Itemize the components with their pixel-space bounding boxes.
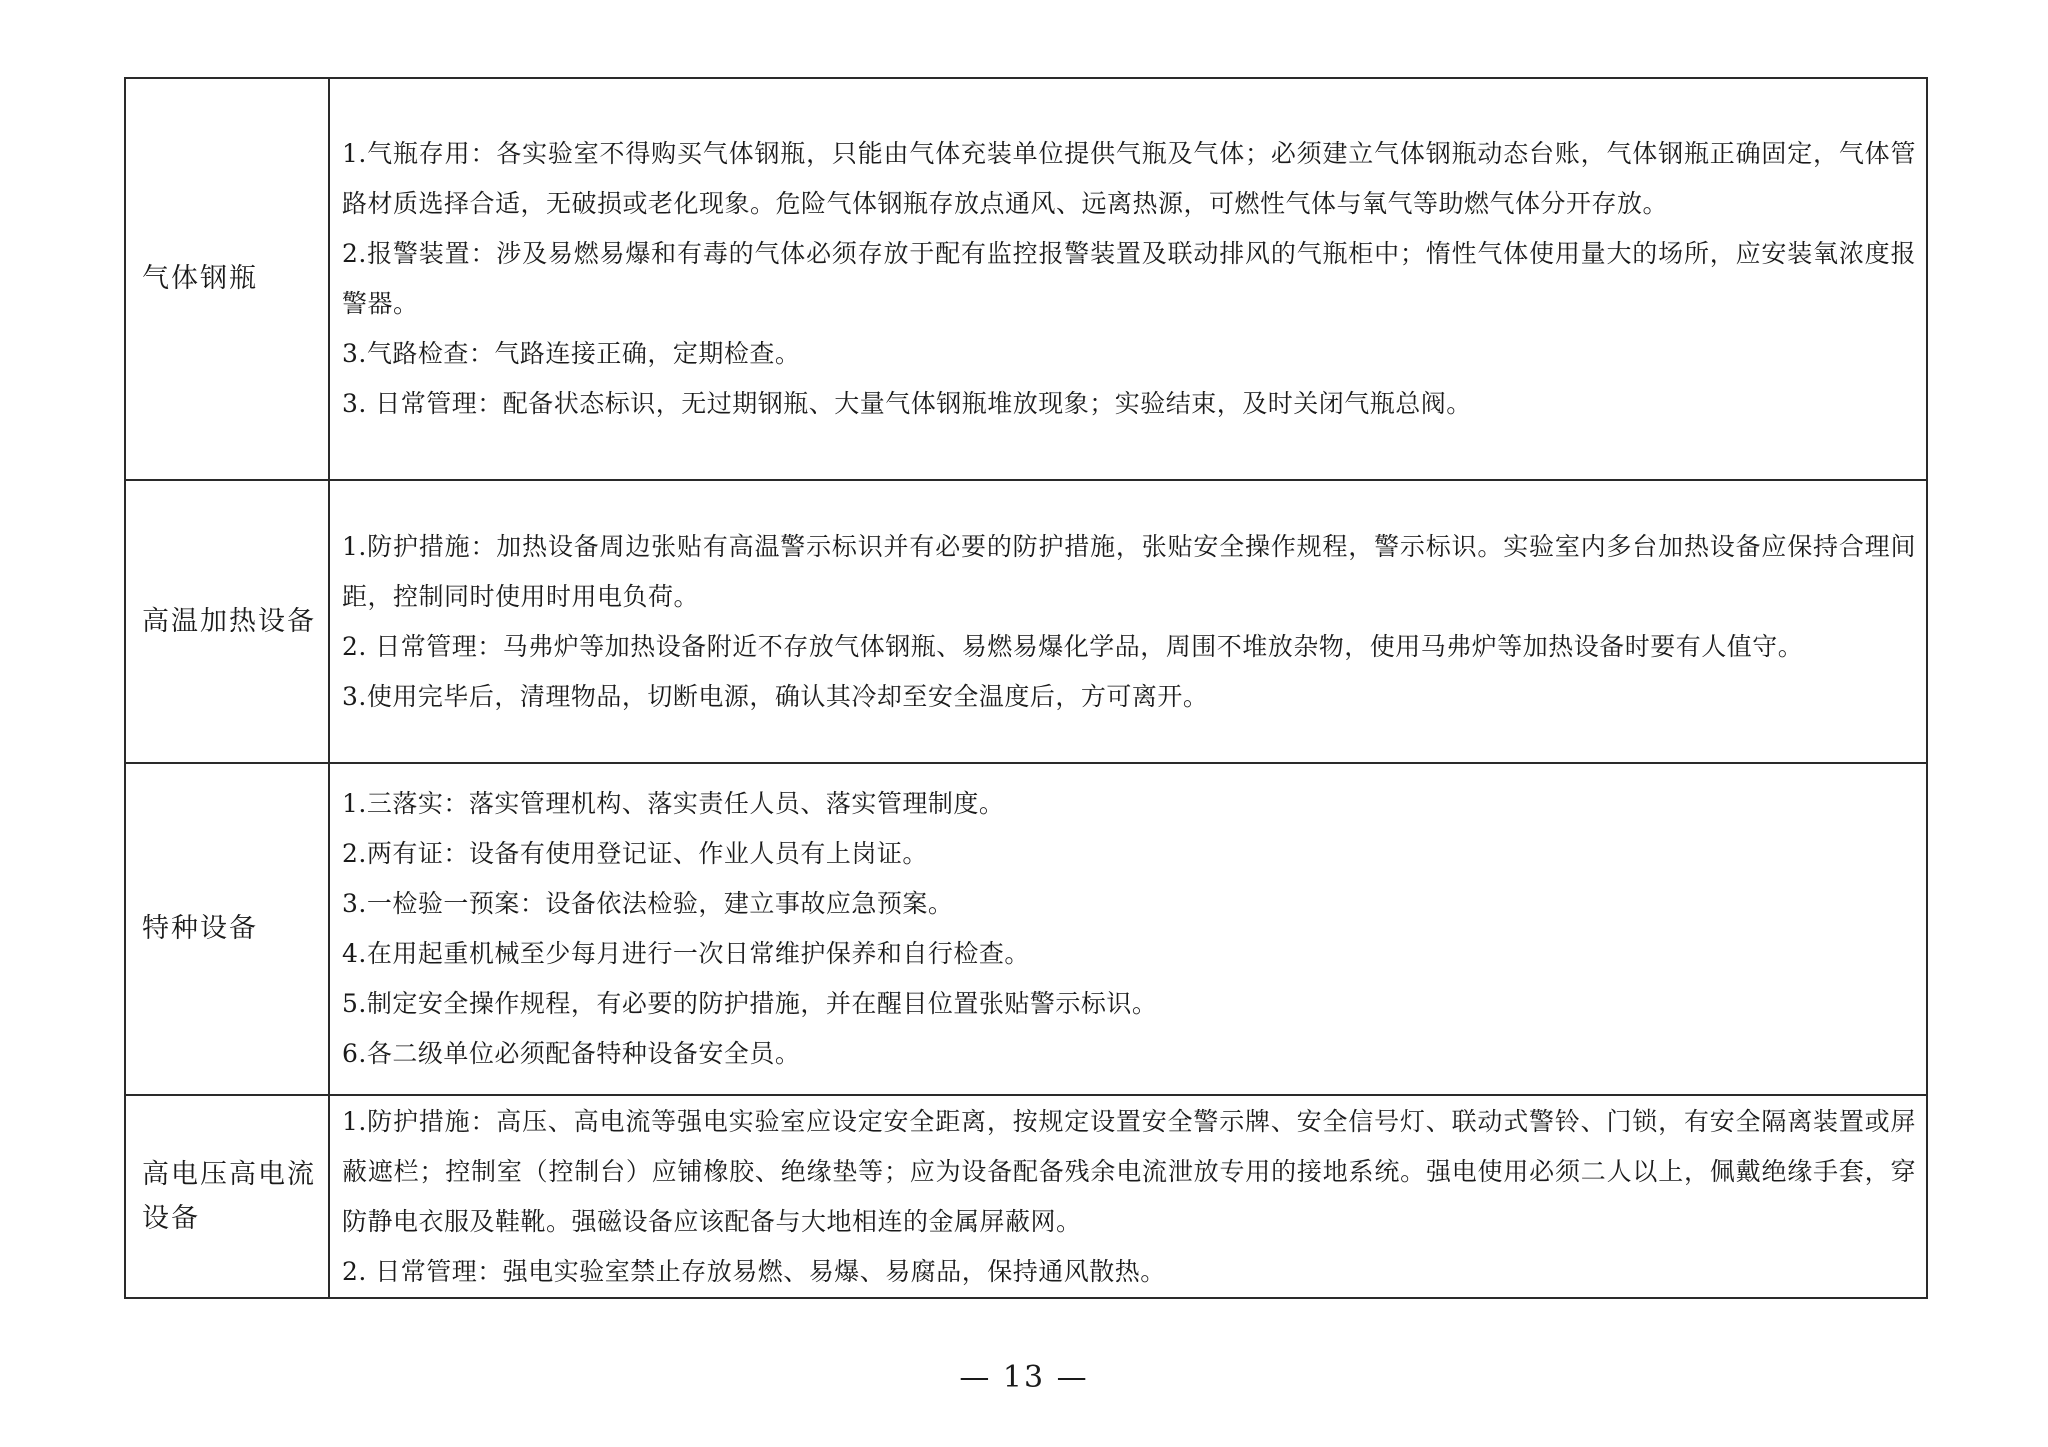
requirement-item: 1.三落实：落实管理机构、落实责任人员、落实管理制度。	[342, 789, 1005, 818]
requirements-cell	[330, 764, 1926, 1094]
category-cell: 高电压高电流设备	[126, 1096, 330, 1297]
requirement-item: 3.气路检查：气路连接正确，定期检查。	[342, 339, 801, 368]
category-cell: 气体钢瓶	[126, 79, 330, 479]
page-number: — 13 —	[959, 1360, 1089, 1395]
requirement-item: 1.防护措施：加热设备周边张贴有高温警示标识并有必要的防护措施，张贴安全操作规程，警示标识。实验室内多台加热设备应保持合理间距，控制同时使用时用电负荷。	[342, 531, 1916, 611]
safety-requirements-table	[124, 77, 1928, 1299]
requirement-item: 4.在用起重机械至少每月进行一次日常维护保养和自行检查。	[342, 939, 1030, 968]
requirement-item: 1.防护措施：高压、高电流等强电实验室应设定安全距离，按规定设置安全警示牌、安全信号灯、联动式警铃、门锁，有安全隔离装置或屏蔽遮栏；控制室（控制台）应铺橡胶、绝缘垫等；应为设备配备残余电流泄放专用的接地系统。强电使用必须二人以上，佩戴绝缘手套，穿防静电衣服及鞋靴。强磁设备应该配备与大地相连的金属屏蔽网。	[342, 1106, 1916, 1236]
requirement-item: 3. 日常管理：配备状态标识，无过期钢瓶、大量气体钢瓶堆放现象；实验结束，及时关闭气瓶总阀。	[342, 389, 1472, 418]
requirement-item: 2. 日常管理：马弗炉等加热设备附近不存放气体钢瓶、易燃易爆化学品，周围不堆放杂物，使用马弗炉等加热设备时要有人值守。	[342, 631, 1804, 661]
table-row-special-equipment	[126, 762, 1926, 1094]
requirement-item: 2. 日常管理：强电实验室禁止存放易燃、易爆、易腐品，保持通风散热。	[342, 1256, 1166, 1286]
requirements-cell	[330, 1096, 1926, 1297]
requirement-item: 5.制定安全操作规程，有必要的防护措施，并在醒目位置张贴警示标识。	[342, 989, 1158, 1018]
requirements-cell	[330, 481, 1926, 762]
requirement-item: 2.两有证：设备有使用登记证、作业人员有上岗证。	[342, 839, 928, 868]
requirement-item: 6.各二级单位必须配备特种设备安全员。	[342, 1039, 801, 1068]
requirement-item: 1.气瓶存用：各实验室不得购买气体钢瓶，只能由气体充装单位提供气瓶及气体；必须建立气体钢瓶动态台账，气体钢瓶正确固定，气体管路材质选择合适，无破损或老化现象。危险气体钢瓶存放点通风、远离热源，可燃性气体与氧气等助燃气体分开存放。	[342, 139, 1916, 218]
requirement-item: 2.报警装置：涉及易燃易爆和有毒的气体必须存放于配有监控报警装置及联动排风的气瓶柜中；惰性气体使用量大的场所，应安装氧浓度报警器。	[342, 239, 1916, 318]
category-cell: 高温加热设备	[126, 481, 330, 762]
table-row-high-voltage-equipment	[126, 1094, 1926, 1297]
category-cell: 特种设备	[126, 764, 330, 1094]
table-row-high-temperature-heating	[126, 479, 1926, 762]
requirements-cell	[330, 79, 1926, 479]
requirement-item: 3.使用完毕后，清理物品，切断电源，确认其冷却至安全温度后，方可离开。	[342, 681, 1209, 711]
table-row-gas-cylinders	[126, 79, 1926, 479]
requirement-item: 3.一检验一预案：设备依法检验，建立事故应急预案。	[342, 889, 954, 918]
